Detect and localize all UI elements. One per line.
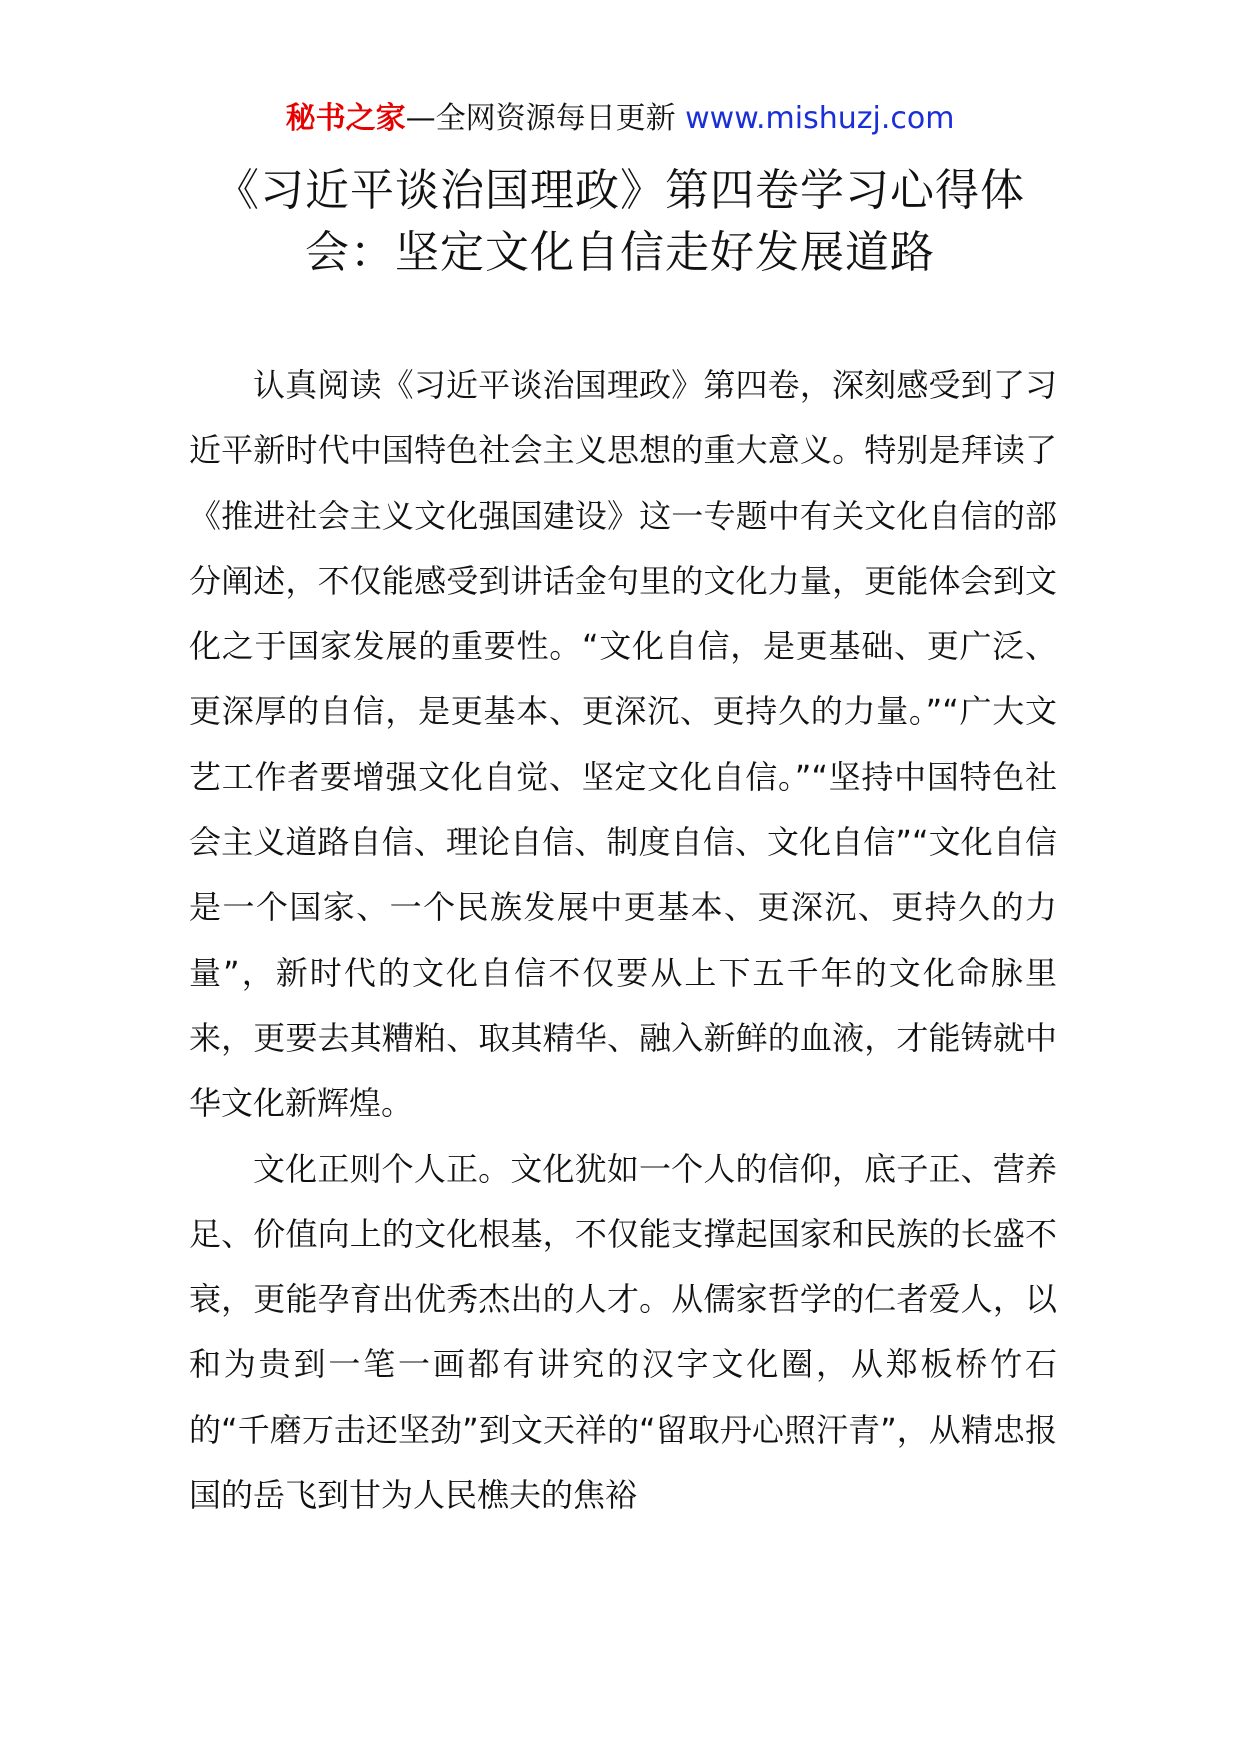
document-body <box>189 353 1057 1528</box>
document-title: 《习近平谈治国理政》第四卷学习心得体会：坚定文化自信走好发展道路 <box>215 165 1025 278</box>
site-header <box>0 98 1240 140</box>
site-tagline: —全网资源每日更新 <box>405 101 686 136</box>
body-paragraph-2: 文化正则个人正。文化犹如一个人的信仰，底子正、营养足、价值向上的文化根基，不仅能支撑起国家和民族的长盛不衰，更能孕育出优秀杰出的人才。从儒家哲学的仁者爱人，以和为贵到一笔一画都有讲究的汉字文化圈，从郑板桥竹石的“千磨万击还坚劲”到文天祥的“留取丹心照汗青”，从精忠报国的岳飞到甘为人民樵夫的焦裕 <box>189 1149 1057 1515</box>
site-url-link[interactable]: www.mishuzj.com <box>685 101 955 136</box>
body-paragraph-1: 认真阅读《习近平谈治国理政》第四卷，深刻感受到了习近平新时代中国特色社会主义思想的重大意义。特别是拜读了《推进社会主义文化强国建设》这一专题中有关文化自信的部分阐述，不仅能感受到讲话金句里的文化力量，更能体会到文化之于国家发展的重要性。“文化自信，是更基础、更广泛、更深厚的自信，是更基本、更深沉、更持久的力量。”“广大文艺工作者要增强文化自觉、坚定文化自信。”“坚持中国特色社会主义道路自信、理论自信、制度自信、文化自信”“文化自信是一个国家、一个民族发展中更基本、更深沉、更持久的力量”，新时代的文化自信不仅要从上下五千年的文化命脉里来，更要去其糟粕、取其精华、融入新鲜的血液，才能铸就中华文化新辉煌。 <box>189 366 1057 1123</box>
site-brand: 秘书之家 <box>285 101 406 136</box>
